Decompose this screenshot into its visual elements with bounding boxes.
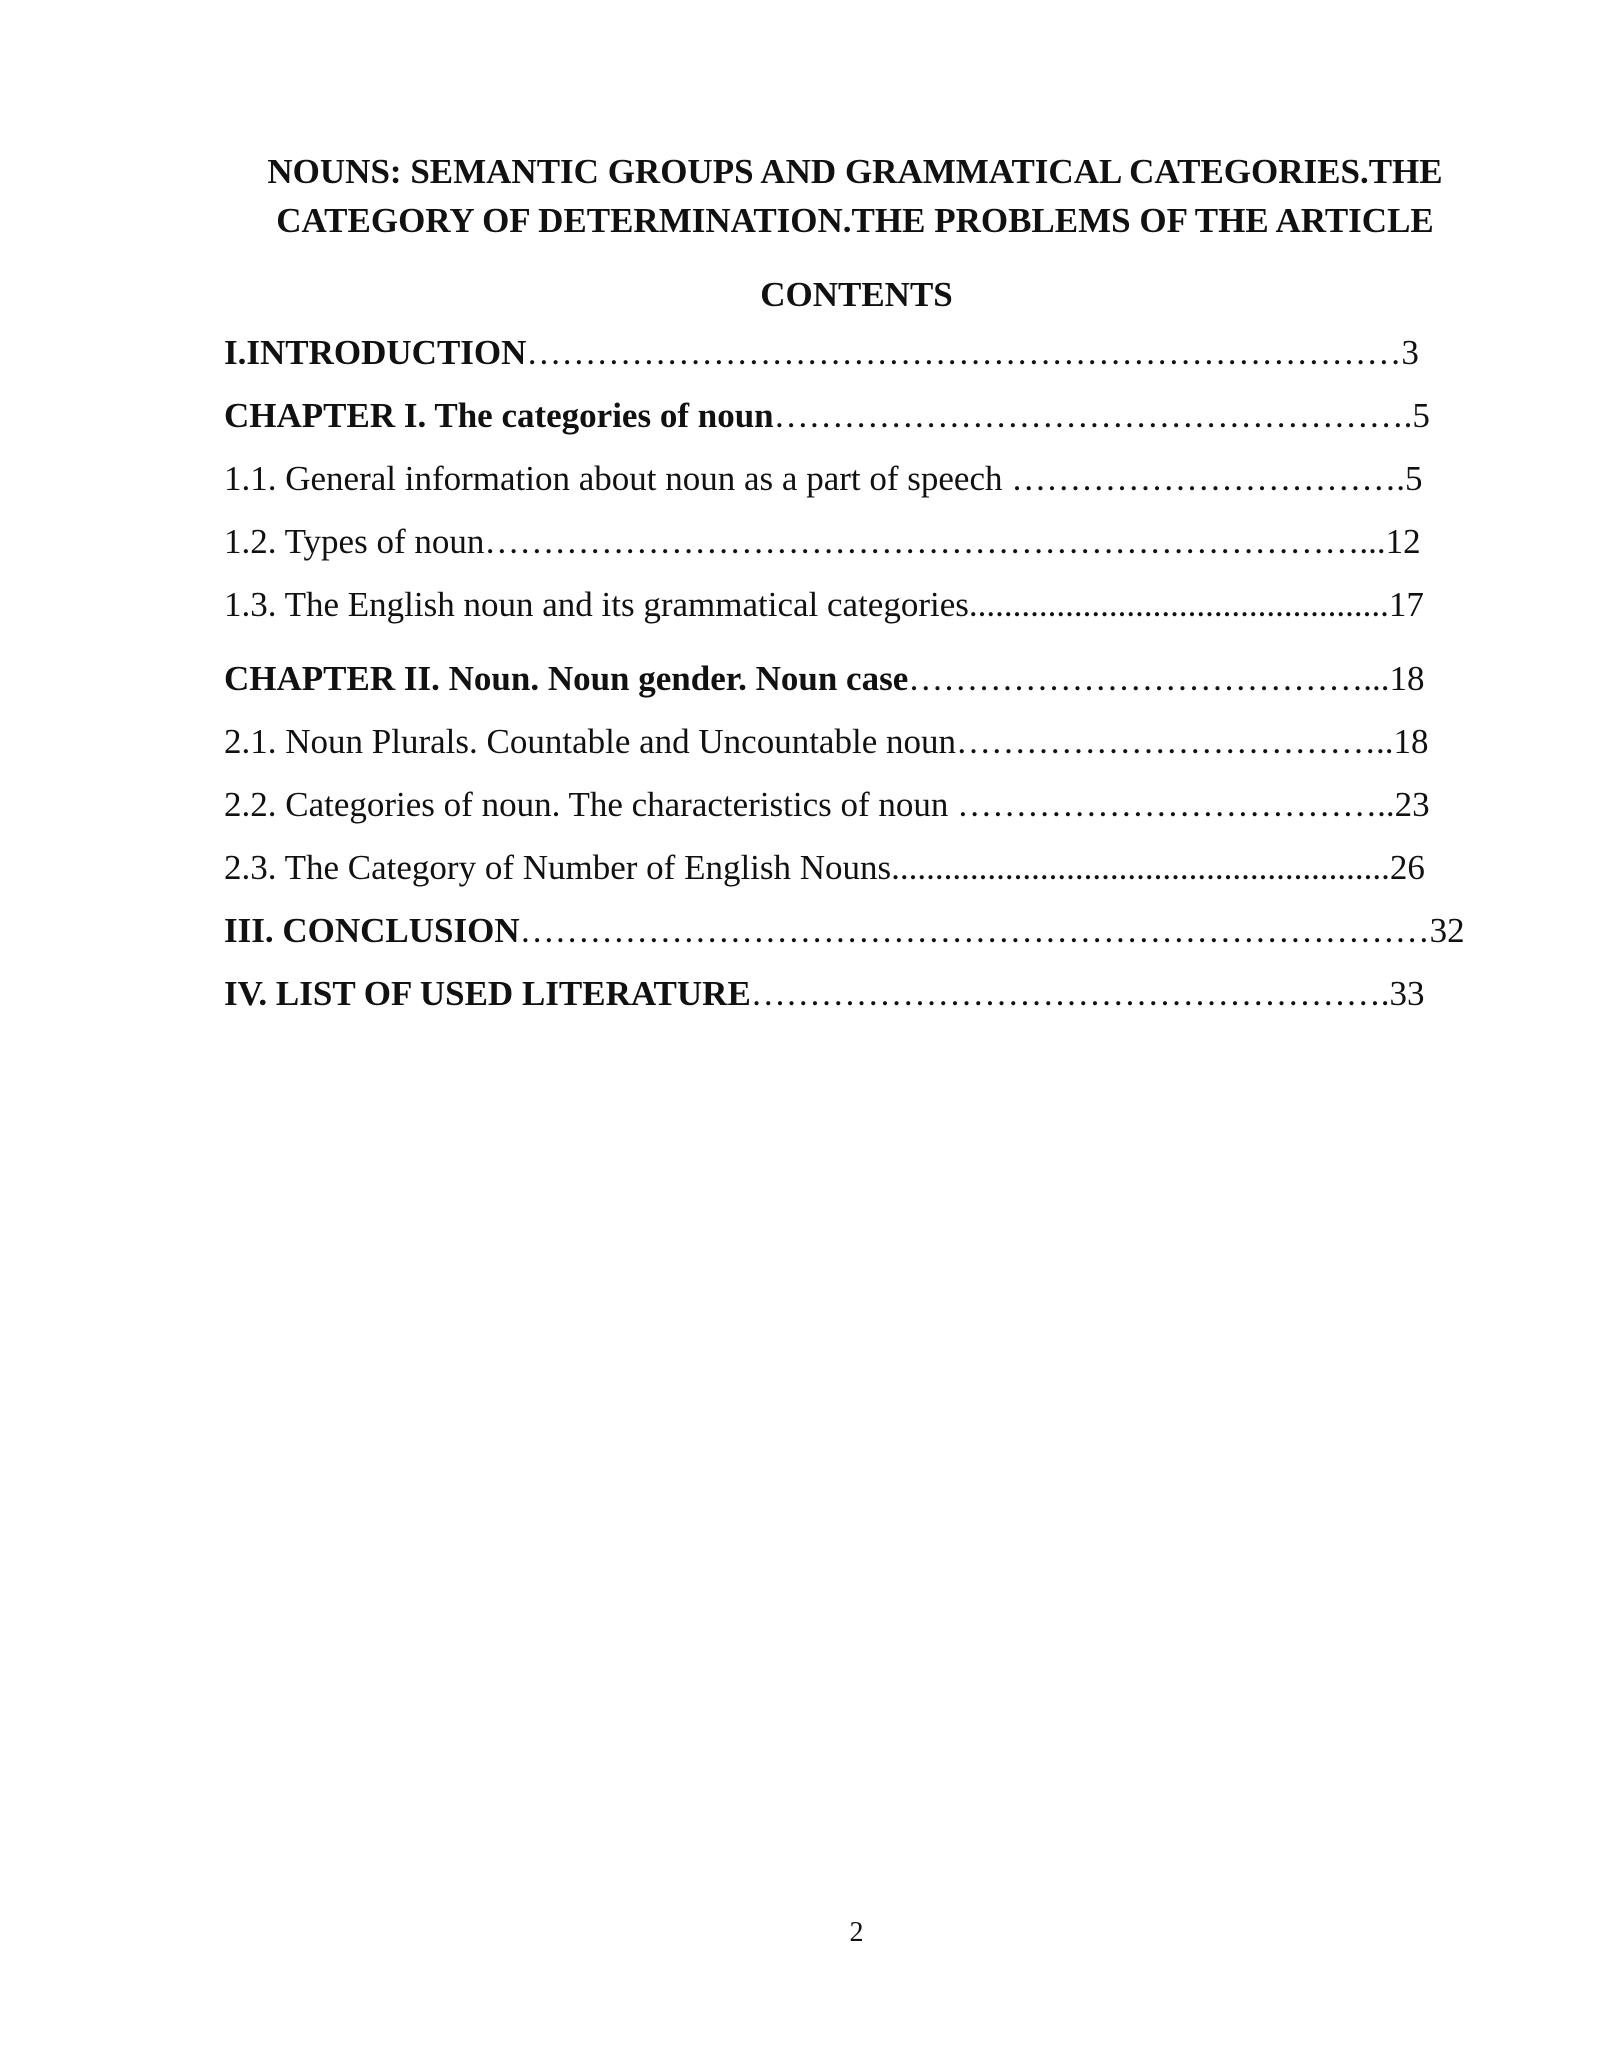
toc-page-number: 32	[1429, 911, 1465, 950]
toc-entry-label: 1.3. The English noun and its grammatical categories	[224, 585, 969, 624]
toc-entry-1-1	[224, 456, 1423, 502]
toc-entry-label: CHAPTER I. The categories of noun	[224, 396, 774, 435]
toc-page-number: 18	[1393, 722, 1429, 761]
toc-page-number: 17	[1388, 585, 1424, 624]
toc-entry-1-2	[224, 519, 1421, 565]
toc-leader-dots: …………………………………...	[908, 659, 1390, 698]
toc-leader-dots: ……………………………………………….	[773, 396, 1413, 435]
document-title-line-2: CATEGORY OF DETERMINATION.THE PROBLEMS OF THE ARTICLE	[276, 201, 1434, 240]
toc-leader-dots: ……………………………………………………………………	[519, 911, 1430, 950]
toc-entry-label: 2.3. The Category of Number of English Nouns	[224, 848, 892, 887]
toc-entry-label: I.INTRODUCTION	[224, 333, 527, 372]
toc-leader-dots: …………………………………………………………………...	[484, 522, 1386, 561]
toc-leader-dots: ………………………………..	[948, 785, 1395, 824]
document-title-line-1: NOUNS: SEMANTIC GROUPS AND GRAMMATICAL CATEGORIES.THE	[267, 152, 1443, 191]
toc-page-number: 12	[1385, 522, 1421, 561]
toc-leader-dots: ……………………………………………….	[750, 974, 1390, 1013]
toc-page-number: 5	[1405, 459, 1423, 498]
toc-entry-1-3	[224, 582, 1424, 628]
toc-entry-conclusion	[224, 908, 1465, 954]
toc-page-number: 26	[1389, 848, 1425, 887]
toc-page-number: 5	[1412, 396, 1430, 435]
toc-entry-chapter-1	[224, 393, 1430, 439]
toc-leader-dots: …………………………….	[1002, 459, 1405, 498]
toc-page-number: 33	[1389, 974, 1425, 1013]
toc-entry-2-2	[224, 782, 1430, 828]
toc-entry-label: IV. LIST OF USED LITERATURE	[224, 974, 751, 1013]
toc-page-number: 18	[1389, 659, 1425, 698]
toc-entry-label: CHAPTER II. Noun. Noun gender. Noun case	[224, 659, 909, 698]
toc-entry-literature	[224, 971, 1425, 1017]
toc-entry-chapter-2	[224, 656, 1425, 702]
page-number: 2	[849, 1917, 864, 1948]
toc-entry-label: 1.1. General information about noun as a part of speech	[224, 459, 1003, 498]
toc-page-number: 3	[1401, 333, 1419, 372]
toc-entry-2-1	[224, 719, 1428, 765]
toc-leader-dots: …………………………………………………………………	[526, 333, 1402, 372]
toc-entry-2-3	[224, 845, 1425, 891]
toc-entry-label: 2.1. Noun Plurals. Countable and Uncountable noun	[224, 722, 956, 761]
toc-leader-dots: .........................................................	[891, 848, 1390, 887]
toc-entry-label: 1.2. Types of noun	[224, 522, 485, 561]
toc-leader-dots: ………………………………..	[955, 722, 1394, 761]
toc-page-number: 23	[1394, 785, 1430, 824]
toc-entry-introduction	[224, 330, 1419, 376]
toc-leader-dots: ................................................	[968, 585, 1389, 624]
toc-entry-label: III. CONCLUSION	[224, 911, 520, 950]
contents-heading: CONTENTS	[760, 275, 953, 314]
toc-entry-label: 2.2. Categories of noun. The characteristics of noun	[224, 785, 949, 824]
